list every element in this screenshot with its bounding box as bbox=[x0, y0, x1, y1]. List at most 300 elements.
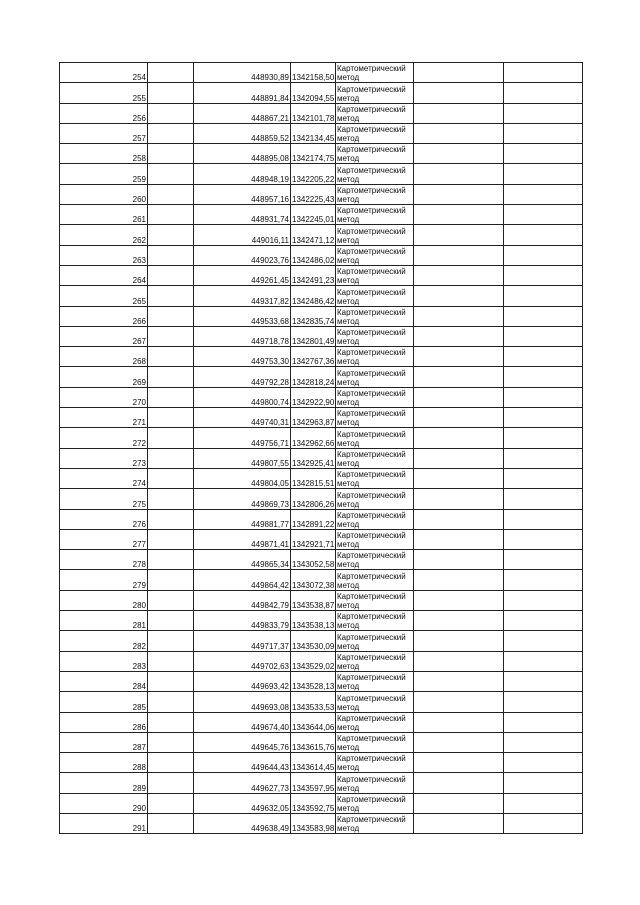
empty-cell bbox=[504, 326, 583, 346]
empty-cell bbox=[148, 265, 194, 285]
point-number: 264 bbox=[60, 265, 148, 285]
empty-cell bbox=[148, 245, 194, 265]
empty-cell bbox=[504, 753, 583, 773]
x-coordinate: 449023,76 bbox=[194, 245, 291, 265]
method-cell bbox=[336, 387, 414, 407]
y-coordinate: 1343529,02 bbox=[291, 651, 336, 671]
method-line-1: Картометрический bbox=[337, 571, 406, 581]
x-coordinate: 449632,05 bbox=[194, 793, 291, 813]
table-row bbox=[60, 205, 583, 225]
y-coordinate: 1342205,22 bbox=[291, 164, 336, 184]
empty-cell bbox=[504, 367, 583, 387]
table-row bbox=[60, 387, 583, 407]
x-coordinate: 448891,84 bbox=[194, 83, 291, 103]
x-coordinate: 449533,68 bbox=[194, 306, 291, 326]
method-line-2: метод bbox=[337, 722, 360, 732]
table-row bbox=[60, 570, 583, 590]
empty-cell bbox=[504, 63, 583, 83]
empty-cell bbox=[414, 306, 504, 326]
x-coordinate: 449702,63 bbox=[194, 651, 291, 671]
x-coordinate: 449645,76 bbox=[194, 732, 291, 752]
y-coordinate: 1342835,74 bbox=[291, 306, 336, 326]
method-cell bbox=[336, 448, 414, 468]
point-number: 262 bbox=[60, 225, 148, 245]
method-cell bbox=[336, 732, 414, 752]
method-cell bbox=[336, 550, 414, 570]
y-coordinate: 1343072,38 bbox=[291, 570, 336, 590]
empty-cell bbox=[148, 83, 194, 103]
point-number: 272 bbox=[60, 428, 148, 448]
empty-cell bbox=[148, 225, 194, 245]
method-line-2: метод bbox=[337, 519, 360, 529]
empty-cell bbox=[148, 408, 194, 428]
method-cell bbox=[336, 326, 414, 346]
method-cell bbox=[336, 651, 414, 671]
empty-cell bbox=[148, 631, 194, 651]
x-coordinate: 448948,19 bbox=[194, 164, 291, 184]
empty-cell bbox=[148, 468, 194, 488]
y-coordinate: 1343530,09 bbox=[291, 631, 336, 651]
empty-cell bbox=[414, 611, 504, 631]
empty-cell bbox=[414, 773, 504, 793]
x-coordinate: 449717,37 bbox=[194, 631, 291, 651]
empty-cell bbox=[504, 529, 583, 549]
point-number: 261 bbox=[60, 205, 148, 225]
point-number: 279 bbox=[60, 570, 148, 590]
x-coordinate: 449792,28 bbox=[194, 367, 291, 387]
table-row bbox=[60, 692, 583, 712]
method-line-2: метод bbox=[337, 479, 360, 489]
table-row bbox=[60, 265, 583, 285]
empty-cell bbox=[414, 103, 504, 123]
y-coordinate: 1342486,42 bbox=[291, 286, 336, 306]
point-number: 260 bbox=[60, 184, 148, 204]
empty-cell bbox=[414, 732, 504, 752]
empty-cell bbox=[148, 144, 194, 164]
x-coordinate: 449800,74 bbox=[194, 387, 291, 407]
method-line-2: метод bbox=[337, 540, 360, 550]
point-number: 271 bbox=[60, 408, 148, 428]
method-cell bbox=[336, 184, 414, 204]
method-line-1: Картометрический bbox=[337, 246, 406, 256]
y-coordinate: 1342491,23 bbox=[291, 265, 336, 285]
empty-cell bbox=[504, 489, 583, 509]
empty-cell bbox=[148, 570, 194, 590]
x-coordinate: 449718,78 bbox=[194, 326, 291, 346]
empty-cell bbox=[148, 306, 194, 326]
x-coordinate: 449807,55 bbox=[194, 448, 291, 468]
empty-cell bbox=[504, 225, 583, 245]
empty-cell bbox=[414, 651, 504, 671]
table-row bbox=[60, 408, 583, 428]
method-line-1: Картометрический bbox=[337, 267, 406, 277]
empty-cell bbox=[148, 773, 194, 793]
method-line-2: метод bbox=[337, 702, 360, 712]
method-line-1: Картометрический bbox=[337, 510, 406, 520]
empty-cell bbox=[414, 63, 504, 83]
method-cell bbox=[336, 408, 414, 428]
method-line-1: Картометрический bbox=[337, 389, 406, 399]
empty-cell bbox=[148, 529, 194, 549]
y-coordinate: 1343528,13 bbox=[291, 671, 336, 691]
y-coordinate: 1343538,13 bbox=[291, 611, 336, 631]
table-row bbox=[60, 83, 583, 103]
empty-cell bbox=[414, 123, 504, 143]
empty-cell bbox=[504, 773, 583, 793]
method-line-1: Картометрический bbox=[337, 693, 406, 703]
y-coordinate: 1342101,78 bbox=[291, 103, 336, 123]
method-cell bbox=[336, 813, 414, 833]
y-coordinate: 1343533,53 bbox=[291, 692, 336, 712]
empty-cell bbox=[148, 367, 194, 387]
empty-cell bbox=[504, 306, 583, 326]
empty-cell bbox=[414, 408, 504, 428]
y-coordinate: 1342891,22 bbox=[291, 509, 336, 529]
point-number: 269 bbox=[60, 367, 148, 387]
table-row bbox=[60, 448, 583, 468]
y-coordinate: 1343052,58 bbox=[291, 550, 336, 570]
table-row bbox=[60, 103, 583, 123]
empty-cell bbox=[148, 387, 194, 407]
table-row bbox=[60, 489, 583, 509]
method-line-2: метод bbox=[337, 458, 360, 468]
point-number: 257 bbox=[60, 123, 148, 143]
empty-cell bbox=[504, 408, 583, 428]
empty-cell bbox=[504, 286, 583, 306]
x-coordinate: 449869,73 bbox=[194, 489, 291, 509]
point-number: 267 bbox=[60, 326, 148, 346]
method-line-2: метод bbox=[337, 803, 360, 813]
empty-cell bbox=[504, 651, 583, 671]
empty-cell bbox=[504, 347, 583, 367]
x-coordinate: 448930,89 bbox=[194, 63, 291, 83]
method-line-2: метод bbox=[337, 255, 360, 265]
method-line-2: метод bbox=[337, 93, 360, 103]
x-coordinate: 448867,21 bbox=[194, 103, 291, 123]
point-number: 256 bbox=[60, 103, 148, 123]
y-coordinate: 1342818,24 bbox=[291, 367, 336, 387]
point-number: 273 bbox=[60, 448, 148, 468]
empty-cell bbox=[504, 570, 583, 590]
empty-cell bbox=[504, 164, 583, 184]
empty-cell bbox=[414, 692, 504, 712]
method-line-2: метод bbox=[337, 783, 360, 793]
method-line-1: Картометрический bbox=[337, 165, 406, 175]
empty-cell bbox=[148, 753, 194, 773]
y-coordinate: 1342963,87 bbox=[291, 408, 336, 428]
empty-cell bbox=[148, 590, 194, 610]
empty-cell bbox=[504, 184, 583, 204]
method-line-2: метод bbox=[337, 337, 360, 347]
empty-cell bbox=[504, 245, 583, 265]
point-number: 291 bbox=[60, 813, 148, 833]
x-coordinate: 449693,08 bbox=[194, 692, 291, 712]
empty-cell bbox=[504, 813, 583, 833]
method-line-1: Картометрический bbox=[337, 612, 406, 622]
point-number: 274 bbox=[60, 468, 148, 488]
empty-cell bbox=[414, 570, 504, 590]
empty-cell bbox=[414, 590, 504, 610]
coordinates-table-body bbox=[60, 63, 583, 834]
table-row bbox=[60, 529, 583, 549]
empty-cell bbox=[414, 164, 504, 184]
method-line-2: метод bbox=[337, 560, 360, 570]
method-line-2: метод bbox=[337, 682, 360, 692]
table-row bbox=[60, 347, 583, 367]
x-coordinate: 449864,42 bbox=[194, 570, 291, 590]
table-row bbox=[60, 590, 583, 610]
empty-cell bbox=[504, 509, 583, 529]
method-line-1: Картометрический bbox=[337, 470, 406, 480]
y-coordinate: 1343615,76 bbox=[291, 732, 336, 752]
method-cell bbox=[336, 611, 414, 631]
empty-cell bbox=[148, 63, 194, 83]
table-row bbox=[60, 753, 583, 773]
y-coordinate: 1343597,95 bbox=[291, 773, 336, 793]
method-line-2: метод bbox=[337, 438, 360, 448]
point-number: 276 bbox=[60, 509, 148, 529]
method-cell bbox=[336, 144, 414, 164]
table-row bbox=[60, 144, 583, 164]
empty-cell bbox=[504, 103, 583, 123]
method-line-1: Картометрический bbox=[337, 64, 406, 74]
y-coordinate: 1342174,75 bbox=[291, 144, 336, 164]
empty-cell bbox=[148, 651, 194, 671]
method-cell bbox=[336, 590, 414, 610]
method-line-1: Картометрический bbox=[337, 226, 406, 236]
point-number: 282 bbox=[60, 631, 148, 651]
empty-cell bbox=[414, 286, 504, 306]
method-line-1: Картометрический bbox=[337, 145, 406, 155]
method-line-2: метод bbox=[337, 174, 360, 184]
method-cell bbox=[336, 265, 414, 285]
table-row bbox=[60, 63, 583, 83]
method-line-2: метод bbox=[337, 276, 360, 286]
empty-cell bbox=[414, 813, 504, 833]
method-line-2: метод bbox=[337, 357, 360, 367]
method-line-1: Картометрический bbox=[337, 632, 406, 642]
empty-cell bbox=[148, 205, 194, 225]
method-cell bbox=[336, 570, 414, 590]
table-row bbox=[60, 732, 583, 752]
method-line-1: Картометрический bbox=[337, 84, 406, 94]
empty-cell bbox=[504, 387, 583, 407]
method-cell bbox=[336, 123, 414, 143]
x-coordinate: 448957,16 bbox=[194, 184, 291, 204]
point-number: 289 bbox=[60, 773, 148, 793]
method-line-1: Картометрический bbox=[337, 186, 406, 196]
x-coordinate: 449865,34 bbox=[194, 550, 291, 570]
method-cell bbox=[336, 164, 414, 184]
empty-cell bbox=[148, 732, 194, 752]
x-coordinate: 449644,43 bbox=[194, 753, 291, 773]
empty-cell bbox=[414, 448, 504, 468]
empty-cell bbox=[414, 347, 504, 367]
empty-cell bbox=[414, 265, 504, 285]
empty-cell bbox=[148, 550, 194, 570]
method-line-2: метод bbox=[337, 499, 360, 509]
point-number: 285 bbox=[60, 692, 148, 712]
method-cell bbox=[336, 225, 414, 245]
method-line-2: метод bbox=[337, 296, 360, 306]
y-coordinate: 1342471,12 bbox=[291, 225, 336, 245]
y-coordinate: 1342962,66 bbox=[291, 428, 336, 448]
method-cell bbox=[336, 489, 414, 509]
point-number: 286 bbox=[60, 712, 148, 732]
method-line-1: Картометрический bbox=[337, 348, 406, 358]
empty-cell bbox=[414, 245, 504, 265]
empty-cell bbox=[504, 144, 583, 164]
empty-cell bbox=[504, 692, 583, 712]
y-coordinate: 1343583,98 bbox=[291, 813, 336, 833]
x-coordinate: 449833,79 bbox=[194, 611, 291, 631]
method-line-1: Картометрический bbox=[337, 531, 406, 541]
method-line-1: Картометрический bbox=[337, 713, 406, 723]
method-line-2: метод bbox=[337, 398, 360, 408]
method-line-2: метод bbox=[337, 316, 360, 326]
method-cell bbox=[336, 367, 414, 387]
empty-cell bbox=[414, 529, 504, 549]
method-line-1: Картометрический bbox=[337, 490, 406, 500]
method-line-1: Картометрический bbox=[337, 125, 406, 135]
method-line-1: Картометрический bbox=[337, 409, 406, 419]
x-coordinate: 449317,82 bbox=[194, 286, 291, 306]
method-line-1: Картометрический bbox=[337, 307, 406, 317]
point-number: 280 bbox=[60, 590, 148, 610]
empty-cell bbox=[148, 793, 194, 813]
table-row bbox=[60, 773, 583, 793]
table-row bbox=[60, 651, 583, 671]
table-row bbox=[60, 367, 583, 387]
method-line-1: Картометрический bbox=[337, 328, 406, 338]
empty-cell bbox=[414, 550, 504, 570]
method-line-2: метод bbox=[337, 418, 360, 428]
point-number: 275 bbox=[60, 489, 148, 509]
method-line-1: Картометрический bbox=[337, 754, 406, 764]
method-line-1: Картометрический bbox=[337, 734, 406, 744]
table-row bbox=[60, 225, 583, 245]
x-coordinate: 448895,08 bbox=[194, 144, 291, 164]
point-number: 284 bbox=[60, 671, 148, 691]
empty-cell bbox=[414, 83, 504, 103]
x-coordinate: 449016,11 bbox=[194, 225, 291, 245]
y-coordinate: 1342225,43 bbox=[291, 184, 336, 204]
table-row bbox=[60, 631, 583, 651]
table-row bbox=[60, 184, 583, 204]
y-coordinate: 1342922,90 bbox=[291, 387, 336, 407]
method-cell bbox=[336, 103, 414, 123]
empty-cell bbox=[504, 550, 583, 570]
y-coordinate: 1343592,75 bbox=[291, 793, 336, 813]
x-coordinate: 449842,79 bbox=[194, 590, 291, 610]
method-line-2: метод bbox=[337, 601, 360, 611]
point-number: 281 bbox=[60, 611, 148, 631]
empty-cell bbox=[414, 489, 504, 509]
empty-cell bbox=[414, 205, 504, 225]
method-line-1: Картометрический bbox=[337, 449, 406, 459]
empty-cell bbox=[148, 712, 194, 732]
empty-cell bbox=[148, 184, 194, 204]
x-coordinate: 449881,77 bbox=[194, 509, 291, 529]
method-line-1: Картометрический bbox=[337, 592, 406, 602]
method-line-2: метод bbox=[337, 195, 360, 205]
empty-cell bbox=[504, 631, 583, 651]
method-line-2: метод bbox=[337, 154, 360, 164]
empty-cell bbox=[504, 590, 583, 610]
table-row bbox=[60, 428, 583, 448]
empty-cell bbox=[414, 428, 504, 448]
empty-cell bbox=[414, 793, 504, 813]
empty-cell bbox=[504, 448, 583, 468]
empty-cell bbox=[148, 671, 194, 691]
method-line-2: метод bbox=[337, 661, 360, 671]
table-row bbox=[60, 306, 583, 326]
y-coordinate: 1342815,51 bbox=[291, 468, 336, 488]
x-coordinate: 448859,52 bbox=[194, 123, 291, 143]
method-line-2: метод bbox=[337, 134, 360, 144]
table-row bbox=[60, 550, 583, 570]
method-cell bbox=[336, 793, 414, 813]
method-line-1: Картометрический bbox=[337, 104, 406, 114]
empty-cell bbox=[414, 753, 504, 773]
y-coordinate: 1342134,45 bbox=[291, 123, 336, 143]
empty-cell bbox=[504, 265, 583, 285]
table-row bbox=[60, 164, 583, 184]
empty-cell bbox=[414, 509, 504, 529]
point-number: 283 bbox=[60, 651, 148, 671]
y-coordinate: 1343644,06 bbox=[291, 712, 336, 732]
method-cell bbox=[336, 468, 414, 488]
y-coordinate: 1342158,50 bbox=[291, 63, 336, 83]
table-row bbox=[60, 286, 583, 306]
method-cell bbox=[336, 753, 414, 773]
empty-cell bbox=[504, 732, 583, 752]
empty-cell bbox=[148, 164, 194, 184]
y-coordinate: 1343614,45 bbox=[291, 753, 336, 773]
point-number: 263 bbox=[60, 245, 148, 265]
table-row bbox=[60, 468, 583, 488]
x-coordinate: 449627,73 bbox=[194, 773, 291, 793]
method-line-1: Картометрический bbox=[337, 287, 406, 297]
method-cell bbox=[336, 509, 414, 529]
x-coordinate: 449261,45 bbox=[194, 265, 291, 285]
method-line-2: метод bbox=[337, 215, 360, 225]
x-coordinate: 449804,05 bbox=[194, 468, 291, 488]
point-number: 259 bbox=[60, 164, 148, 184]
empty-cell bbox=[414, 144, 504, 164]
method-line-1: Картометрический bbox=[337, 652, 406, 662]
method-line-1: Картометрический bbox=[337, 774, 406, 784]
point-number: 277 bbox=[60, 529, 148, 549]
y-coordinate: 1342245,01 bbox=[291, 205, 336, 225]
point-number: 265 bbox=[60, 286, 148, 306]
empty-cell bbox=[414, 671, 504, 691]
point-number: 268 bbox=[60, 347, 148, 367]
empty-cell bbox=[504, 83, 583, 103]
point-number: 254 bbox=[60, 63, 148, 83]
table-row bbox=[60, 509, 583, 529]
empty-cell bbox=[148, 509, 194, 529]
point-number: 278 bbox=[60, 550, 148, 570]
empty-cell bbox=[504, 428, 583, 448]
x-coordinate: 449753,30 bbox=[194, 347, 291, 367]
table-row bbox=[60, 712, 583, 732]
method-line-2: метод bbox=[337, 580, 360, 590]
coordinates-table bbox=[59, 62, 583, 834]
point-number: 270 bbox=[60, 387, 148, 407]
empty-cell bbox=[148, 123, 194, 143]
table-row bbox=[60, 793, 583, 813]
